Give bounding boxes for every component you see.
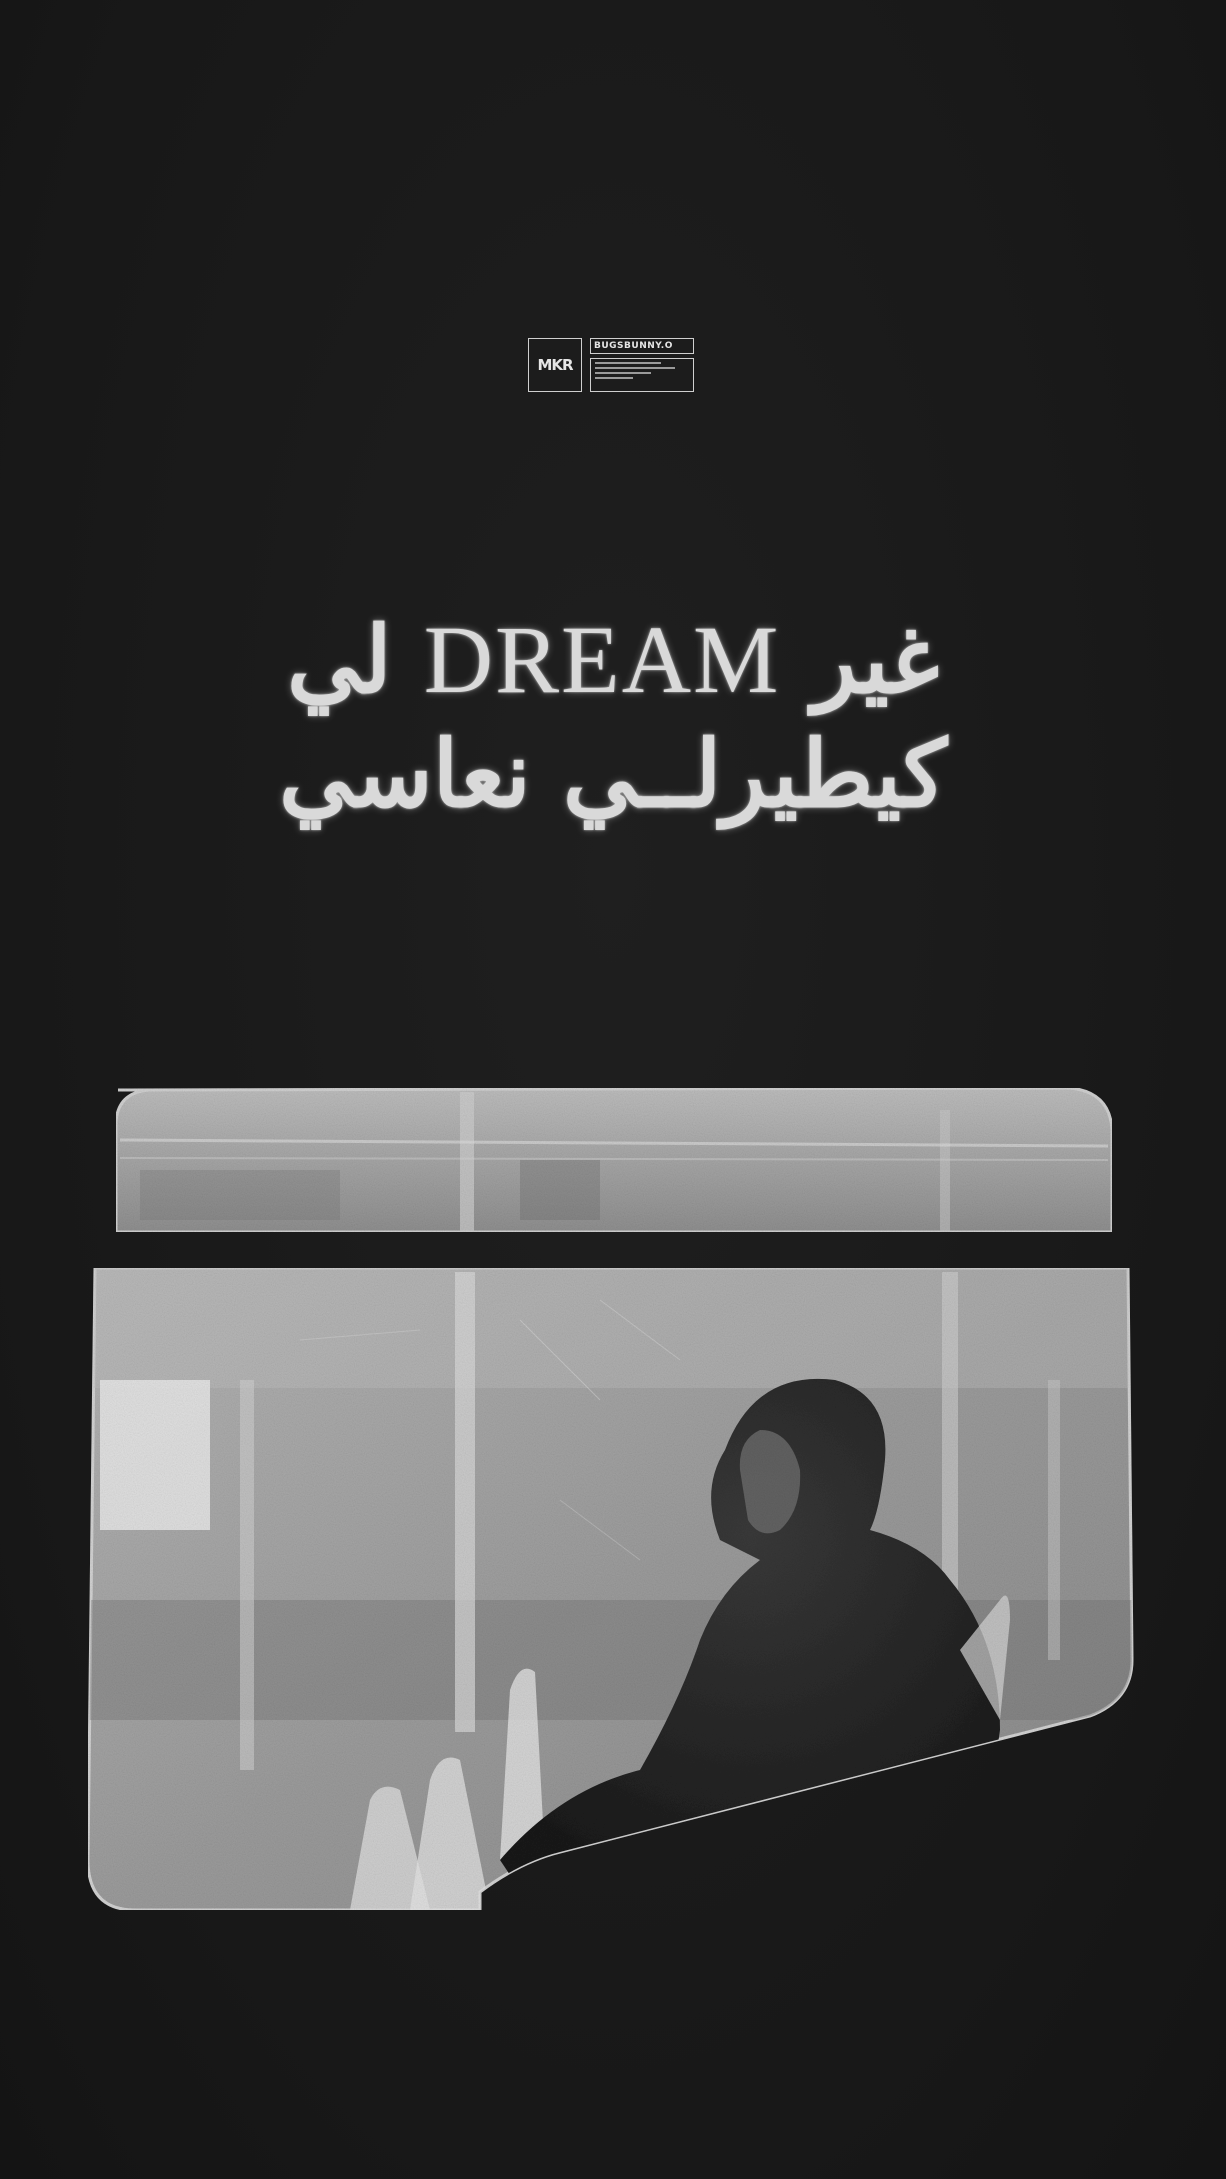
logo-mark-icon: MKR (528, 338, 582, 392)
upper-window (116, 1088, 1112, 1232)
main-window (88, 1268, 1138, 1910)
headline-word-dream: DREAM (423, 606, 781, 713)
headline-word-li: لي (286, 606, 392, 714)
headline-line-2: كيطيرلــي نعاسي (279, 720, 947, 828)
logo-brand-name: BUGSBUNNY.O (590, 338, 694, 354)
headline-word-ghir: غير (812, 606, 940, 714)
